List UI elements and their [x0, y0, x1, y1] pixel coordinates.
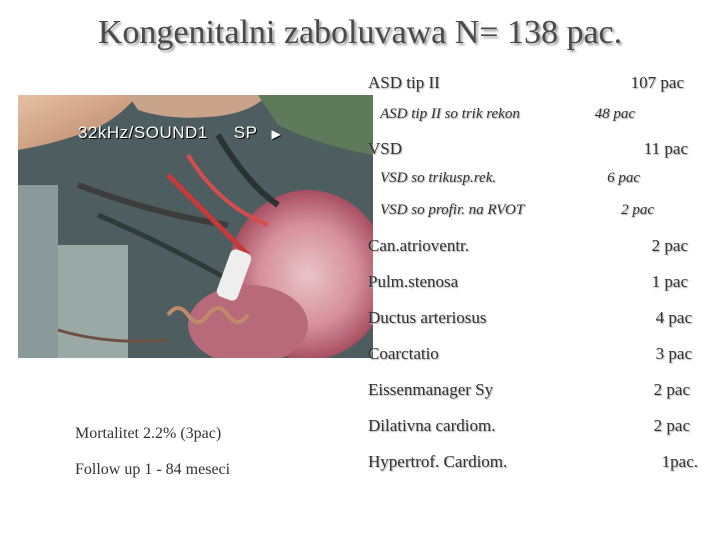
diagnosis-label: ASD tip II so trik rekon — [380, 106, 520, 122]
diagnosis-label: Pulm.stenosa — [368, 272, 459, 291]
patient-count: 2 pac — [621, 202, 654, 218]
video-overlay — [78, 123, 281, 143]
patient-count: 107 pac — [630, 73, 684, 92]
list-item — [368, 272, 698, 292]
diagnosis-label: Hypertrof. Cardiom. — [368, 452, 508, 471]
list-item — [368, 452, 698, 472]
patient-count: 48 pac — [594, 106, 635, 122]
diagnosis-label: Ductus arteriosus — [368, 308, 487, 327]
surgery-photo — [18, 95, 373, 358]
list-item — [380, 202, 654, 219]
list-item — [368, 308, 698, 328]
patient-count: 2 pac — [651, 236, 688, 255]
osd-mode: SP — [233, 123, 258, 142]
diagnosis-label: Eissenmanager Sy — [368, 380, 494, 399]
patient-count: 2 pac — [653, 380, 690, 399]
patient-count: 2 pac — [653, 416, 690, 435]
list-item — [368, 380, 698, 400]
patient-count: 6 pac — [607, 170, 640, 186]
diagnosis-label: VSD so profir. na RVOT — [380, 202, 525, 218]
list-item — [368, 416, 698, 436]
list-item — [368, 73, 698, 93]
diagnosis-label: Can.atrioventr. — [368, 236, 470, 255]
diagnosis-label: Coarctatio — [368, 344, 439, 363]
diagnosis-label: VSD so trikusp.rek. — [380, 170, 497, 186]
page-title: Kongenitalni zaboluvawa N= 138 pac. — [97, 14, 623, 51]
list-item — [368, 139, 698, 159]
mortality-note: Mortalitet 2.2% (3pac) — [75, 425, 222, 442]
diagnosis-label: ASD tip II — [368, 73, 440, 92]
follow-up-note: Follow up 1 - 84 meseci — [75, 461, 231, 478]
list-item — [380, 106, 635, 123]
diagnosis-label: Dilativna cardiom. — [368, 416, 496, 435]
play-triangle-icon: ▶ — [271, 127, 282, 141]
patient-count: 4 pac — [655, 308, 692, 327]
patient-count: 1pac. — [661, 452, 698, 471]
list-item — [368, 236, 698, 256]
patient-count: 1 pac — [651, 272, 688, 291]
list-item — [380, 170, 640, 187]
patient-count: 3 pac — [655, 344, 692, 363]
list-item — [368, 344, 698, 364]
diagnosis-label: VSD — [368, 139, 403, 158]
osd-channel: 32kHz/SOUND1 — [78, 123, 208, 142]
patient-count: 11 pac — [643, 139, 688, 158]
